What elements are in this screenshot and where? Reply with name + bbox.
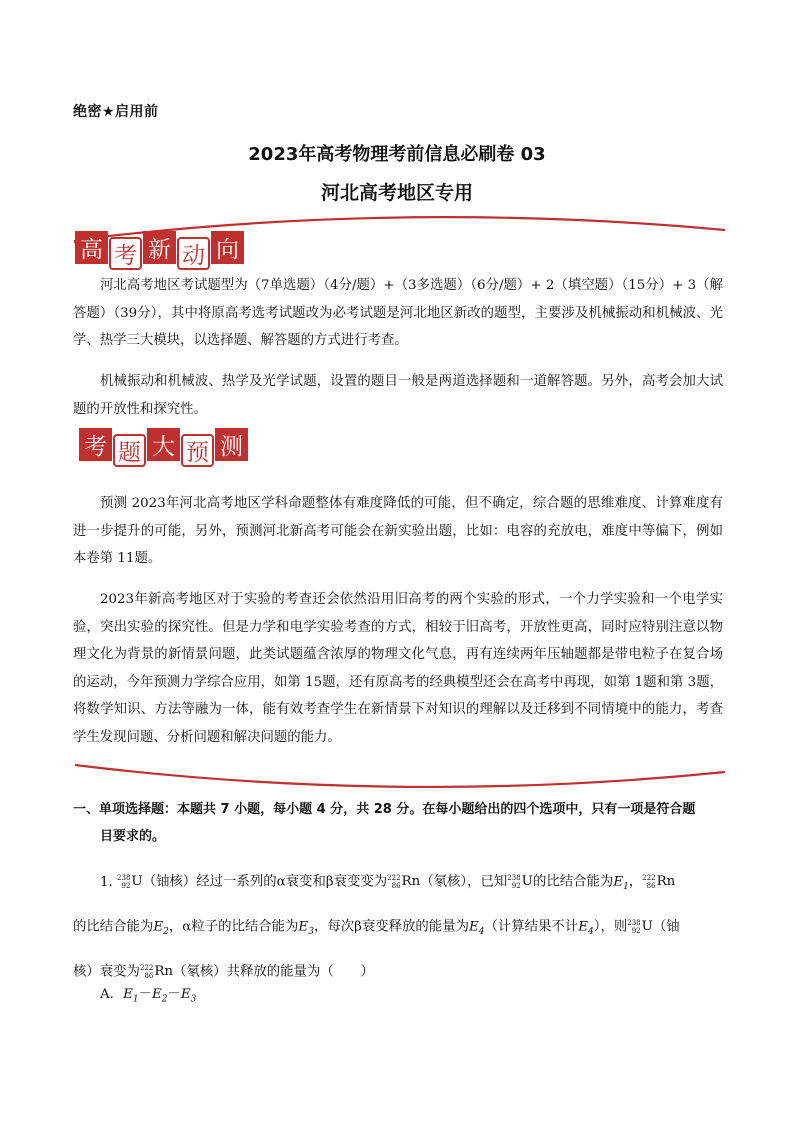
question-1: 1. 238 92 U （铀核）经过一系列的α衰变和β衰变变为 222 86 Rn （氡核），已知 238 92 U 的比结合能为$E_1$， 222 86 Rn 的比结合能为$E_2$，α粒子的比结合能为$E_3$，每次β衰变释放的能量为$E_4$（计算结果不计$E_4$），则 238 92 U （铀 核）衰变为 222 86 Rn （氡核）共释放的能量为（ ） (73, 862, 723, 993)
section-heading-single-choice (73, 796, 723, 850)
confidential-label: 绝密★启用前 (73, 104, 159, 120)
isotope-u238: 238 92 U (117, 874, 143, 890)
badge-char: 动 (177, 237, 210, 270)
isotope-u238: 238 92 U (507, 874, 533, 890)
section2-paragraph-2: 2023年新高考地区对于实验的考查还会依然沿用旧高考的两个实验的形式，一个力学实验和一个电学实验，突出实验的探究性。但是力学和电学实验考查的方式，相较于旧高考，开放性更高，同时应特别注意以物理文化为背景的新情景问题，此类试题蕴含浓厚的物理文化气息，再有连续两年压轴题都是带电粒子在复合场的运动，今年预测力学综合应用，如第 15题，还有原高考的经典模型还会在高考中再现，如第 1题和第 3题，将数学知识、方法等融为一体，能有效考查学生在新情景下对知识的理解以及迁移到不同情境中的能力，考查学生发现问题、分析问题和解决问题的能力。 (73, 592, 723, 745)
badge-char: 考 (109, 237, 142, 270)
badge-group-kaoti-dayuce (79, 428, 249, 467)
divider-arc-bottom (70, 760, 730, 800)
isotope-rn222: 222 86 Rn (387, 874, 421, 890)
section-heading-line-1: 一、单项选择题：本题共 7 小题，每小题 4 分，共 28 分。在每小题给出的四个选项中，只有一项是符合题 (73, 802, 696, 817)
badge-char: 大 (147, 428, 180, 461)
isotope-rn222: 222 86 Rn (139, 964, 174, 981)
isotope-rn222: 222 86 Rn (642, 874, 676, 890)
section1-paragraph-1: 河北高考地区考试题型为（7单选题）（4分/题）+（3多选题）（6分/题）+ 2（填空题）（15分）+ 3（解答题）（39分），其中将原高考选考试题改为必考试题是河北地区新改的题型，主要涉及机械振动和机械波、光学、热学三大模块，以选择题、解答题的方式进行考查。 (73, 278, 723, 348)
option-a[interactable]: A．$E_1-E_2-E_3$ (100, 987, 197, 1005)
section-heading-line-2: 目要求的。 (100, 829, 166, 844)
exam-subtitle: 河北高考地区专用 (320, 182, 473, 204)
question-number: 1. (100, 874, 113, 890)
badge-char: 高 (75, 231, 108, 264)
badge-char: 新 (143, 231, 176, 264)
isotope-u238: 238 92 U (627, 919, 653, 936)
section2-paragraph-1: 预测 2023年河北高考地区学科命题整体有难度降低的可能，但不确定，综合题的思维难度、计算难度有进一步提升的可能，另外，预测河北新高考可能会在新实验出题，比如：电容的充放电，难度中等偏下，例如本卷第 11题。 (73, 496, 723, 566)
badge-char: 考 (79, 428, 112, 461)
badge-char: 测 (215, 428, 248, 461)
badge-char: 预 (181, 434, 214, 467)
badge-group-gaokao-xindongxiang (75, 231, 245, 270)
exam-title: 2023年高考物理考前信息必刷卷 03 (248, 144, 546, 165)
badge-char: 题 (113, 434, 146, 467)
section1-paragraph-2: 机械振动和机械波、热学及光学试题，设置的题目一般是两道选择题和一道解答题。另外，高考会加大试题的开放性和探究性。 (73, 374, 723, 417)
badge-char: 向 (211, 231, 244, 264)
